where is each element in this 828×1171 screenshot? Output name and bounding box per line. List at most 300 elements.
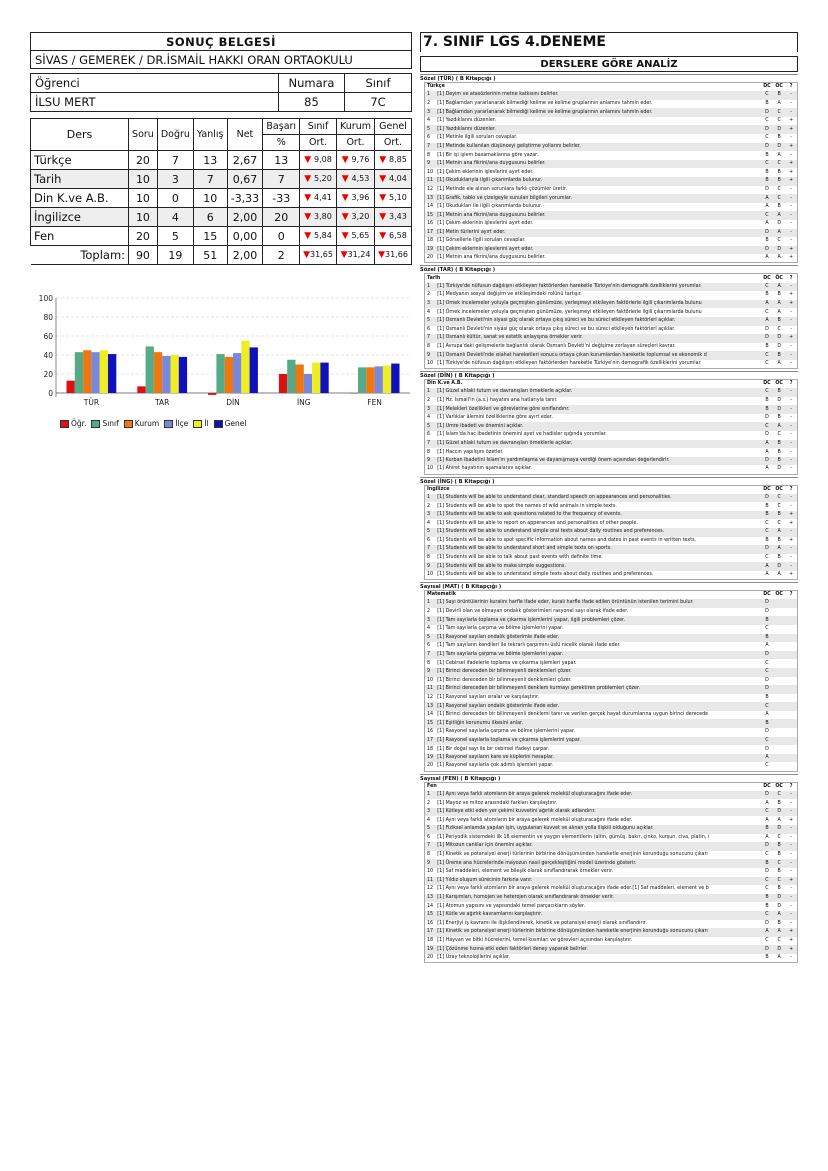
student-answer: C [777, 432, 781, 438]
question-objective: [1] Enerjiyi iş kavramı ile ilişkilendirerek, kinetik ve potansiyel enerji olarak sınıflandırır. [437, 920, 647, 926]
answer-result: - [790, 800, 792, 806]
question-number: 4 [427, 118, 431, 124]
correct-answer: D [761, 108, 773, 117]
question-number: 4 [427, 626, 431, 632]
question-objective: [1] İslam'da hac ibadetinin önemini ayet ve hadisler ışığında yorumlar. [437, 432, 607, 438]
result-heading: ? [785, 380, 797, 389]
question-row [425, 440, 798, 449]
question-number: 8 [427, 152, 431, 158]
oc-heading: ÖC [773, 485, 785, 494]
answer-result: - [790, 397, 792, 403]
total-kurum [337, 246, 375, 265]
answer-result [785, 634, 797, 643]
student-name: İLSU MERT [31, 93, 279, 112]
answer-result: + [785, 945, 797, 954]
student-answer: B [777, 886, 781, 892]
question-objective: [1] Kurban ibadetini İslam'ın yardımlaşma ve dayanışmaya verdiği önem açısından değerlendirir. [435, 457, 761, 466]
section-header-row [425, 782, 798, 791]
question-objective: [1] Osmanlı Devleti'nin siyasi güç olarak ortaya çıkış süreci ve bu süreci etkileyen faktörleri açıklar. [437, 326, 676, 332]
answer-result: - [790, 852, 792, 858]
question-objective: [1] Students will be able to make simple suggestions. [435, 562, 761, 571]
student-answer: B [777, 169, 781, 175]
bar [350, 393, 358, 394]
genel-average [375, 151, 412, 170]
question-number: 13 [425, 194, 436, 203]
question-row [425, 616, 798, 625]
col-kurum: Kurum [337, 119, 375, 135]
net-score [227, 189, 263, 208]
subject-heading: Din K.ve A.B. [425, 380, 761, 389]
answer-result: - [785, 494, 797, 503]
genel-average-value: 3,43 [388, 212, 407, 221]
success-percent-value: -33 [272, 191, 291, 205]
answer-result: + [785, 928, 797, 937]
answer-result [785, 608, 797, 617]
question-objective: [1] Okudukları ile ilgili çıkarımlarda bulunur. [437, 204, 543, 210]
bar [304, 374, 312, 393]
answer-result: - [785, 545, 797, 554]
question-objective: [1] Devirli olan ve olmayan ondalık gösterimleri rasyonel sayı olarak ifade eder. [437, 609, 629, 615]
x-tick-label: TAR [155, 398, 170, 407]
net-score-value: 2,67 [232, 153, 258, 167]
down-triangle-icon: ▼ [379, 193, 389, 203]
question-row [425, 894, 798, 903]
legend-label: İl [204, 419, 209, 428]
question-row [425, 168, 798, 177]
student-answer: D [777, 397, 782, 403]
question-objective: [1] Deyim ve atasözlerinin metne katkısını belirler. [435, 91, 761, 100]
down-triangle-icon: ▼ [304, 155, 315, 165]
student-answer: B [777, 449, 781, 455]
bar [83, 350, 91, 393]
correct-answer: B [765, 100, 769, 106]
answer-result: - [785, 211, 797, 220]
question-number: 1 [425, 494, 436, 503]
answer-result: + [789, 255, 794, 261]
sinif-average-value: 5,84 [314, 231, 332, 240]
student-answer: A [773, 545, 785, 554]
answer-result: - [785, 405, 797, 414]
correct-answer: B [761, 634, 773, 643]
correct-answer: A [761, 440, 773, 449]
y-tick-label: 100 [38, 294, 53, 303]
legend-item [91, 419, 118, 428]
question-objective: [1] Bağlamdan yararlanarak bilmediği kelime ve kelime gruplarının anlamını tahmin eder. [437, 100, 653, 106]
question-number: 7 [425, 334, 436, 343]
question-objective: [1] Rasyonel sayılarla çarpma ve bölme işlemlerini yapar. [437, 729, 576, 735]
col-genel: Genel [375, 119, 412, 135]
question-number: 6 [427, 834, 431, 840]
question-row [425, 108, 798, 117]
answer-result: + [785, 125, 797, 134]
answer-result: - [785, 108, 797, 117]
question-count [129, 227, 158, 246]
correct-answer: A [761, 928, 773, 937]
correct-count [157, 170, 193, 189]
question-objective: [1] Metin türlerini ayırt eder. [435, 229, 761, 238]
bar [250, 347, 258, 393]
correct-answer: A [765, 221, 769, 227]
kurum-average-value: 5,65 [351, 231, 370, 240]
success-percent-value: 20 [274, 210, 289, 224]
question-row [425, 608, 798, 617]
correct-answer: B [765, 344, 769, 350]
question-objective: [1] Aynı veya farklı atomların bir araya gelerek molekül oluşturacağını ifade eder.[1] Saf maddeleri, element ve b [437, 886, 709, 892]
correct-answer: D [765, 609, 769, 615]
answer-result: - [790, 309, 792, 315]
col-yanlis: Yanlış [193, 119, 227, 151]
correct-answer: C [765, 135, 769, 141]
success-percent [263, 189, 300, 208]
col-sinif: Sınıf [300, 119, 337, 135]
correct-answer: C [765, 520, 769, 526]
genel-average [375, 208, 412, 227]
down-triangle-icon: ▼ [303, 250, 311, 260]
legend-swatch [214, 420, 223, 428]
question-number: 17 [425, 737, 436, 746]
question-objective: [1] Kinetik ve potansiyel enerji türlerinin birbirine dönüşümünden hareketle enerjinin korunduğu sonucunu çıkarı [435, 928, 761, 937]
sinif-average [300, 170, 337, 189]
legend-item [124, 419, 159, 428]
correct-answer: D [765, 677, 769, 683]
result-heading: ? [785, 274, 797, 283]
question-objective: [1] Mitozun canlılar için önemini açıklar. [435, 842, 761, 851]
answer-result: - [785, 388, 797, 397]
student-answer: D [773, 894, 785, 903]
section-title: Sayısal (FEN) ( B Kitapçığı ) [420, 774, 798, 782]
question-number: 18 [427, 938, 434, 944]
net-score-value: 0,00 [232, 229, 258, 243]
wrong-count [193, 151, 227, 170]
correct-answer: C [765, 852, 769, 858]
question-row [425, 571, 798, 580]
question-number: 3 [425, 108, 436, 117]
total-row [31, 246, 412, 265]
section-header-row [425, 83, 798, 92]
question-number: 1 [425, 91, 436, 100]
question-row [425, 877, 798, 886]
section-title: Sayısal (MAT) ( B Kitapçığı ) [420, 582, 798, 590]
question-objective: [1] Osmanlı Devleti'nin siyasi güç olarak ortaya çıkış süreci ve bu süreci etkileyen faktörleri açıklar. [435, 317, 761, 326]
question-objective: [1] Çekim eklerinin işlevlerini ayırt eder. [435, 246, 761, 255]
question-row [425, 659, 798, 668]
student-answer: D [777, 466, 782, 472]
student-answer: B [773, 511, 785, 520]
subject-heading: Matematik [425, 591, 761, 600]
question-objective: [1] Metnin ana fikrini/ana duygusunu belirler. [437, 255, 546, 261]
question-objective: [1] Güzel ahlaki tutum ve davranışları örneklerle açıklar. [435, 440, 761, 449]
student-answer [773, 719, 785, 728]
question-number: 8 [427, 852, 431, 858]
success-percent [263, 208, 300, 227]
correct-answer: B [765, 152, 769, 158]
correct-answer: C [761, 528, 773, 537]
analysis-section [420, 582, 798, 771]
correct-answer: D [765, 326, 769, 332]
subject-name [31, 227, 129, 246]
question-row [425, 754, 798, 763]
question-row [425, 283, 798, 292]
result-row [31, 151, 412, 170]
student-answer [773, 599, 785, 608]
answer-result: - [790, 903, 792, 909]
question-row [425, 528, 798, 537]
answer-result [785, 745, 797, 754]
student-answer: C [773, 194, 785, 203]
question-objective: [1] Atomun yapısını ve yapısındaki temel parçacıkların söyler. [437, 903, 585, 909]
question-row [425, 465, 798, 474]
result-panel [30, 32, 412, 428]
question-objective: [1] Hayvan ve bitki hücrelerini, temel kısımları ve görevleri açısından karşılaştırır. [437, 938, 633, 944]
correct-answer: C [761, 160, 773, 169]
wrong-count-value: 15 [203, 229, 218, 243]
net-score [227, 208, 263, 227]
correct-answer: C [761, 808, 773, 817]
question-objective: [1] Fiziksel anlamda yapılan işin, uygulanan kuvvet ve alınan yolla ilişkili olduğunu açıklar. [435, 825, 761, 834]
question-objective: [1] Yazdıklarını düzenler. [435, 125, 761, 134]
bar [137, 386, 145, 393]
question-objective: [1] Metinle ilgili soruları cevaplar. [437, 135, 518, 141]
question-row [425, 842, 798, 851]
question-objective: [1] Karışımları, homojen ve heterojen olarak sınıflandırarak örnekler verir. [435, 894, 761, 903]
answer-result: + [785, 511, 797, 520]
success-percent [263, 227, 300, 246]
question-number: 14 [427, 903, 434, 909]
answer-result: + [785, 300, 797, 309]
section-table [424, 485, 798, 581]
down-triangle-icon: ▼ [304, 231, 315, 241]
question-number: 20 [427, 255, 434, 261]
kurum-average-value: 3,20 [351, 212, 370, 221]
question-objective: [1] Periyodik sistemdeki ilk 18 elementin ve yaygın elementlerin (altın, gümüş, bakır, çinko, kurşun, civa, platin, i [437, 834, 710, 840]
genel-average [375, 170, 412, 189]
down-triangle-icon: ▼ [379, 231, 389, 241]
kurum-average [337, 151, 375, 170]
down-triangle-icon: ▼ [304, 193, 315, 203]
analysis-subtitle: DERSLERE GÖRE ANALİZ [420, 56, 798, 72]
total-basari: 2 [263, 246, 300, 265]
question-number: 15 [425, 719, 436, 728]
section-table [424, 590, 798, 771]
bar [358, 367, 366, 393]
correct-answer: C [765, 360, 769, 366]
correct-answer: A [765, 800, 769, 806]
question-number: 8 [427, 344, 431, 350]
student-answer: B [777, 555, 781, 561]
legend-item [214, 419, 247, 428]
oc-heading: ÖC [773, 380, 785, 389]
document-title: SONUÇ BELGESİ [31, 33, 412, 51]
answer-result [785, 659, 797, 668]
student-answer: C [777, 118, 781, 124]
bar [208, 393, 216, 395]
student-answer [773, 625, 785, 634]
bar [171, 355, 179, 393]
correct-answer: D [761, 945, 773, 954]
answer-result: + [789, 169, 794, 175]
question-row [425, 911, 798, 920]
question-row [425, 685, 798, 694]
subject-heading: Tarih [425, 274, 761, 283]
section-title: Sözel (DİN) ( B Kitapçığı ) [420, 371, 798, 379]
student-label: Öğrenci [31, 74, 279, 93]
answer-result: + [789, 537, 794, 543]
answer-result: - [790, 920, 792, 926]
question-number: 20 [427, 763, 434, 769]
student-answer: A [773, 528, 785, 537]
answer-result: - [790, 432, 792, 438]
question-row [425, 625, 798, 634]
question-row [425, 537, 798, 546]
student-answer: B [773, 317, 785, 326]
subject-name [31, 189, 129, 208]
question-objective: [1] Students will be able to understand short and simple texts on sports. [435, 545, 761, 554]
student-answer [773, 608, 785, 617]
student-answer: D [773, 562, 785, 571]
question-objective: [1] Medyanın sosyal değişim ve etkileşimdeki rolünü tartışır. [437, 292, 582, 298]
question-objective: [1] Tam sayılarla çarpma ve bölme işlemlerini yapar. [437, 626, 564, 632]
down-triangle-icon: ▼ [341, 193, 352, 203]
answer-result: - [790, 555, 792, 561]
correct-answer: A [765, 449, 769, 455]
legend-item [193, 419, 208, 428]
question-number: 10 [427, 869, 434, 875]
question-number: 15 [425, 911, 436, 920]
student-answer [773, 634, 785, 643]
net-score [227, 170, 263, 189]
question-number: 2 [427, 503, 431, 509]
question-row [425, 457, 798, 466]
bar [383, 365, 391, 393]
question-objective: [1] Türkiye'de nüfusun dağılışını etkileyen faktörlerden hareketle Türkiye'nin demografik özelliklerini yorumlar. [435, 283, 761, 292]
correct-answer: D [761, 334, 773, 343]
student-answer: C [777, 834, 781, 840]
answer-result: - [785, 351, 797, 360]
legend-item [164, 419, 188, 428]
y-tick-label: 40 [43, 351, 53, 360]
question-number: 7 [425, 143, 436, 152]
student-answer: B [773, 457, 785, 466]
question-row [425, 237, 798, 246]
bar [366, 367, 374, 393]
student-answer: B [773, 91, 785, 100]
net-score-value: -3,33 [230, 191, 260, 205]
question-row [425, 343, 798, 352]
answer-result: - [785, 859, 797, 868]
correct-answer: D [765, 869, 769, 875]
student-answer: C [777, 326, 781, 332]
answer-result: - [790, 152, 792, 158]
student-answer: B [773, 388, 785, 397]
question-number: 10 [427, 169, 434, 175]
question-objective: [1] Metinde kullanılan düşünceyi geliştirme yollarını belirler. [435, 143, 761, 152]
bar [225, 357, 233, 393]
student-answer: D [773, 143, 785, 152]
correct-answer: C [761, 91, 773, 100]
legend-label: Sınıf [102, 419, 119, 428]
question-objective: [1] Tam sayıların kendileri ile tekrarlı çarpımını üslü nicelik olarak ifade eder. [437, 643, 621, 649]
question-row [425, 859, 798, 868]
legend-swatch [124, 420, 133, 428]
question-row [425, 431, 798, 440]
question-count-value: 10 [135, 191, 150, 205]
correct-answer: A [765, 572, 769, 578]
question-row [425, 634, 798, 643]
correct-answer: D [761, 651, 773, 660]
question-number: 1 [425, 283, 436, 292]
question-objective: [1] Haccın yapılışını özetler. [437, 449, 504, 455]
answer-result: + [789, 292, 794, 298]
down-triangle-icon: ▼ [341, 155, 352, 165]
answer-result: - [790, 886, 792, 892]
question-objective: [1] Tam sayılarla çarpma ve bölme işlemlerini yapar. [435, 651, 761, 660]
question-row [425, 448, 798, 457]
question-number: 12 [427, 694, 434, 700]
question-objective: [1] Avrupa'daki gelişmelerle bağlantılı olarak Osmanlı Devleti'ni değişime zorlayan süreçleri kavrar. [437, 344, 676, 350]
answer-result: - [785, 562, 797, 571]
question-objective: [1] Görsellerle ilgili soruları cevaplar. [437, 238, 526, 244]
correct-answer: C [765, 660, 769, 666]
question-number: 11 [425, 177, 436, 186]
student-answer: C [773, 859, 785, 868]
correct-answer: A [765, 817, 769, 823]
student-answer [773, 762, 785, 771]
question-number: 6 [427, 326, 431, 332]
question-objective: [1] Bir işi işlem basamaklarına göre yazar. [437, 152, 539, 158]
question-row [425, 642, 798, 651]
correct-answer: B [765, 292, 769, 298]
answer-result [785, 728, 797, 737]
question-number: 3 [425, 405, 436, 414]
answer-result: - [790, 238, 792, 244]
student-answer: D [777, 221, 782, 227]
question-number: 8 [427, 449, 431, 455]
correct-answer: D [761, 125, 773, 134]
question-number: 7 [425, 440, 436, 449]
question-number: 18 [427, 238, 434, 244]
question-row [425, 91, 798, 100]
question-row [425, 868, 798, 877]
bar [287, 360, 295, 393]
question-number: 9 [425, 457, 436, 466]
student-answer: D [773, 808, 785, 817]
question-objective: [1] Aynı veya farklı atomların bir araya gelerek molekül oluşturacağını ifade eder. [437, 817, 633, 823]
school-name: SİVAS / GEMEREK / DR.İSMAİL HAKKI ORAN ORTAOKULU [31, 51, 412, 69]
question-row [425, 151, 798, 160]
correct-answer: C [761, 388, 773, 397]
student-answer: B [777, 869, 781, 875]
question-objective: [1] Yıldız oluşum sürecinin farkına varır. [435, 877, 761, 886]
down-triangle-icon: ▼ [340, 250, 348, 260]
section-header-row [425, 380, 798, 389]
correct-answer: C [761, 737, 773, 746]
answer-result [785, 616, 797, 625]
question-number: 1 [425, 791, 436, 800]
correct-answer: A [765, 834, 769, 840]
correct-answer: B [761, 405, 773, 414]
genel-average-value: 5,10 [388, 193, 407, 202]
sinif-average-value: 3,80 [314, 212, 332, 221]
question-objective: [1] Birinci dereceden bir bilinmeyenli denklemleri çözer. [437, 677, 572, 683]
wrong-count [193, 208, 227, 227]
answer-result [785, 668, 797, 677]
answer-result: + [785, 246, 797, 255]
question-number: 10 [427, 360, 434, 366]
question-row [425, 599, 798, 608]
bar [391, 364, 399, 393]
answer-result: - [790, 135, 792, 141]
down-triangle-icon: ▼ [341, 231, 352, 241]
